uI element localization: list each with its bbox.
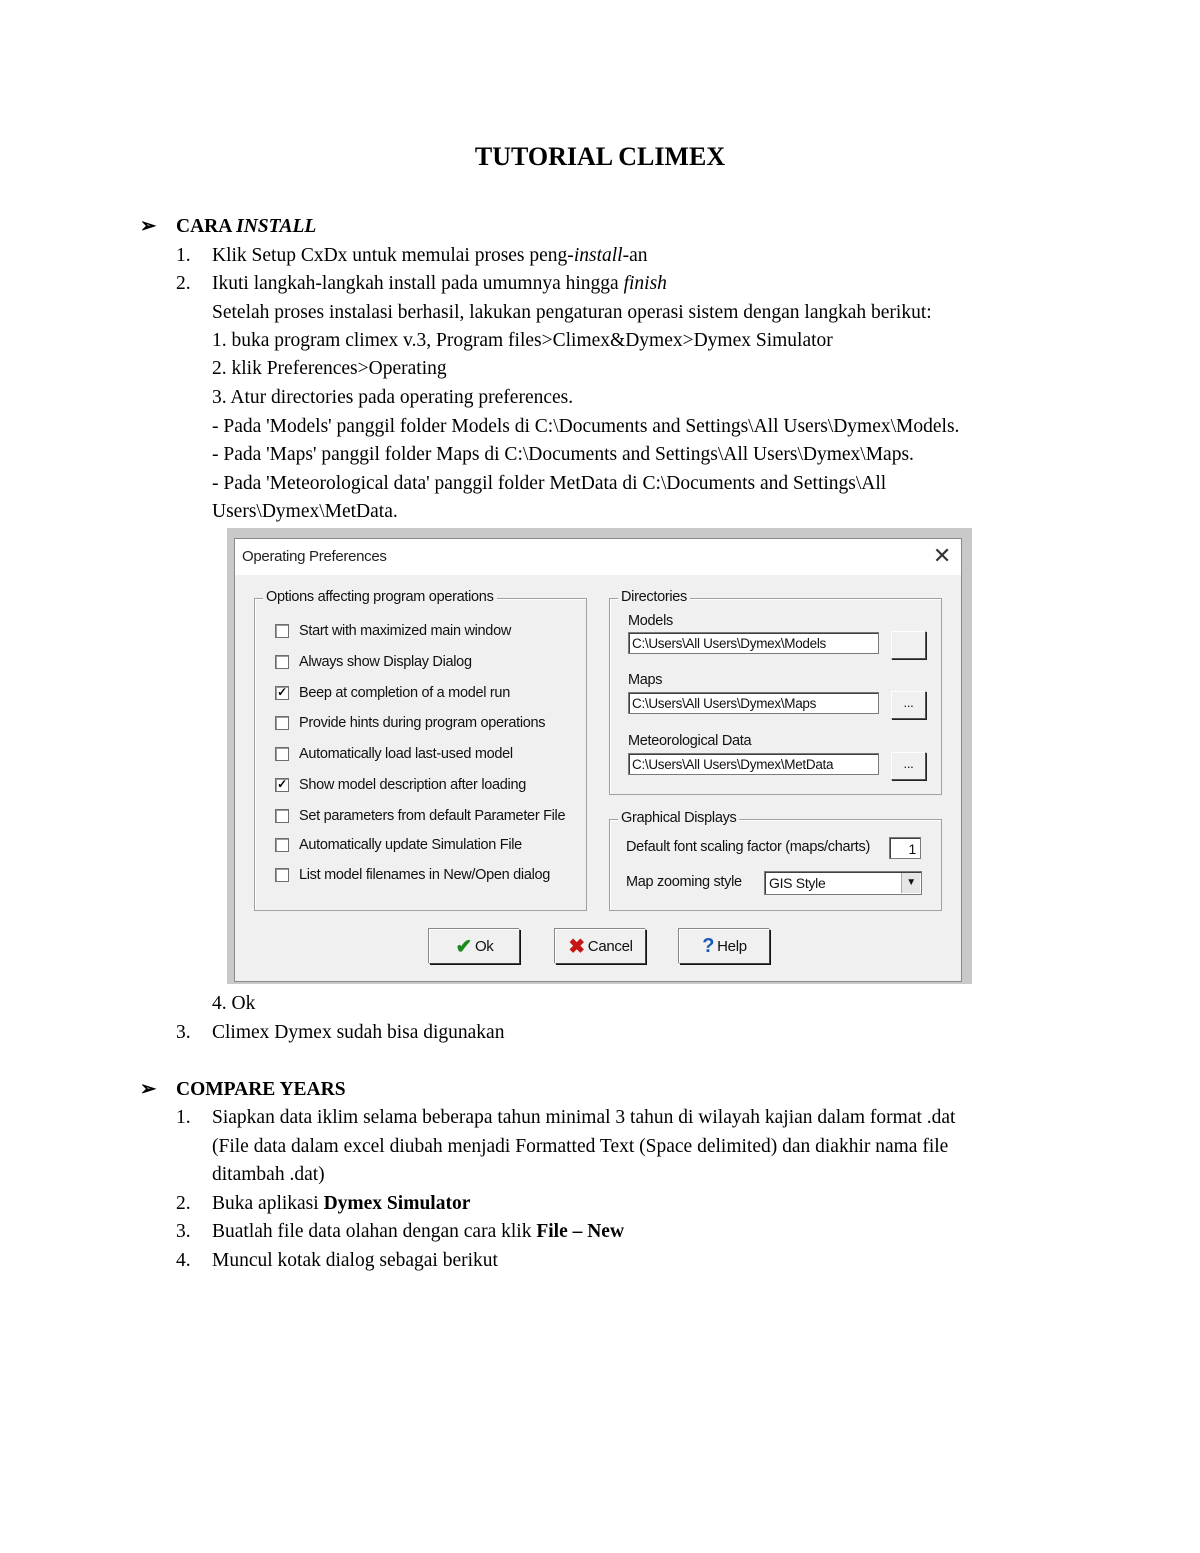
checkmark-icon: ✔ [455, 936, 472, 958]
list-number: 2. [176, 1193, 191, 1214]
chevron-down-icon[interactable]: ▼ [901, 873, 920, 893]
ok-button[interactable]: ✔ Ok [429, 929, 520, 964]
options-legend: Options affecting program operations [263, 589, 497, 605]
directories-group [609, 589, 942, 795]
list-item: Buatlah file data olahan dengan cara klik File – New [212, 1221, 625, 1242]
checkbox-box[interactable] [275, 809, 289, 823]
zoom-style-select[interactable] [764, 871, 922, 895]
models-browse-button[interactable] [891, 631, 926, 659]
maps-label: Maps [628, 672, 663, 688]
checkbox-checked[interactable]: ✓ [275, 778, 289, 792]
list-number: 3. [176, 1221, 191, 1242]
list-item: Climex Dymex sudah bisa digunakan [212, 1022, 505, 1043]
checkbox-box[interactable] [275, 868, 289, 882]
maps-path-input[interactable]: C:\Users\All Users\Dymex\Maps [628, 692, 879, 714]
dialog-title: Operating Preferences [242, 548, 387, 565]
option-checkbox[interactable]: Automatically update Simulation File [275, 836, 522, 854]
options-group [254, 589, 587, 911]
paragraph-line: Users\Dymex\MetData. [212, 501, 398, 522]
met-data-browse-button[interactable]: ... [891, 752, 926, 780]
list-number: 2. [176, 273, 191, 294]
paragraph-line: - Pada 'Meteorological data' panggil folder MetData di C:\Documents and Settings\All [212, 473, 887, 494]
list-number: 4. [176, 1250, 191, 1271]
checkbox-box[interactable] [275, 655, 289, 669]
cancel-button[interactable]: ✖ Cancel [555, 929, 646, 964]
help-icon: ? [702, 935, 715, 957]
zoom-label: Map zooming style [626, 874, 742, 890]
section-heading-compare-years [140, 1077, 346, 1101]
cross-icon: ✖ [568, 936, 585, 958]
dialog-titlebar [235, 539, 961, 575]
paragraph-line: 2. klik Preferences>Operating [212, 358, 447, 379]
close-icon[interactable]: ✕ [932, 543, 951, 568]
section-heading-italic: INSTALL [236, 216, 317, 237]
met-data-path-input[interactable]: C:\Users\All Users\Dymex\MetData [628, 753, 879, 775]
option-checkbox[interactable]: Start with maximized main window [275, 622, 511, 640]
list-number: 1. [176, 245, 191, 266]
list-item: Ikuti langkah-langkah install pada umumnya hingga finish [212, 273, 667, 294]
checkbox-box[interactable] [275, 716, 289, 730]
option-checkbox[interactable]: Automatically load last-used model [275, 745, 513, 763]
list-number: 1. [176, 1107, 191, 1128]
list-item: Klik Setup CxDx untuk memulai proses peng-install-an [212, 245, 648, 266]
section-heading-install [140, 214, 316, 238]
option-checkbox[interactable]: Set parameters from default Parameter File [275, 807, 565, 825]
scale-input[interactable]: 1 [889, 837, 921, 859]
paragraph-line: Setelah proses instalasi berhasil, lakukan pengaturan operasi sistem dengan langkah berikut: [212, 302, 932, 323]
paragraph-line: - Pada 'Maps' panggil folder Maps di C:\Documents and Settings\All Users\Dymex\Maps. [212, 444, 914, 465]
paragraph-line: ditambah .dat) [212, 1164, 325, 1185]
graphical-displays-group [609, 810, 942, 911]
paragraph-line: - Pada 'Models' panggil folder Models di C:\Documents and Settings\All Users\Dymex\Models. [212, 416, 960, 437]
models-label: Models [628, 613, 673, 629]
paragraph-line: 1. buka program climex v.3, Program files>Climex&Dymex>Dymex Simulator [212, 330, 833, 351]
paragraph-line: 4. Ok [212, 993, 256, 1014]
zoom-style-value: GIS Style [769, 875, 826, 891]
list-item: Siapkan data iklim selama beberapa tahun minimal 3 tahun di wilayah kajian dalam format .dat [212, 1107, 956, 1128]
option-checkbox[interactable]: Always show Display Dialog [275, 653, 472, 671]
list-number: 3. [176, 1022, 191, 1043]
option-checkbox[interactable]: ✓ Beep at completion of a model run [275, 684, 510, 702]
scale-label: Default font scaling factor (maps/charts) [626, 839, 870, 855]
operating-preferences-dialog [234, 538, 962, 982]
arrow-bullet-icon: ➢ [140, 216, 157, 237]
section-heading-text: CARA [176, 216, 237, 237]
graphical-legend: Graphical Displays [618, 810, 739, 826]
models-path-input[interactable]: C:\Users\All Users\Dymex\Models [628, 632, 879, 654]
checkbox-box[interactable] [275, 838, 289, 852]
directories-legend: Directories [618, 589, 690, 605]
option-checkbox[interactable]: ✓ Show model description after loading [275, 776, 526, 794]
list-item: Buka aplikasi Dymex Simulator [212, 1193, 471, 1214]
option-checkbox[interactable]: List model filenames in New/Open dialog [275, 866, 550, 884]
help-button[interactable]: ? Help [679, 929, 770, 964]
checkbox-box[interactable] [275, 624, 289, 638]
option-checkbox[interactable]: Provide hints during program operations [275, 714, 545, 732]
met-data-label: Meteorological Data [628, 733, 752, 749]
list-item: Muncul kotak dialog sebagai berikut [212, 1250, 498, 1271]
cropped-caption-remnant [470, 982, 890, 986]
checkbox-checked[interactable]: ✓ [275, 686, 289, 700]
paragraph-line: 3. Atur directories pada operating preferences. [212, 387, 574, 408]
maps-browse-button[interactable]: ... [891, 691, 926, 719]
checkbox-box[interactable] [275, 747, 289, 761]
section-heading-text: COMPARE YEARS [176, 1079, 346, 1100]
page-title: TUTORIAL CLIMEX [474, 142, 726, 171]
paragraph-line: (File data dalam excel diubah menjadi Formatted Text (Space delimited) dan diakhir nama file [212, 1136, 949, 1157]
arrow-bullet-icon: ➢ [140, 1079, 157, 1100]
